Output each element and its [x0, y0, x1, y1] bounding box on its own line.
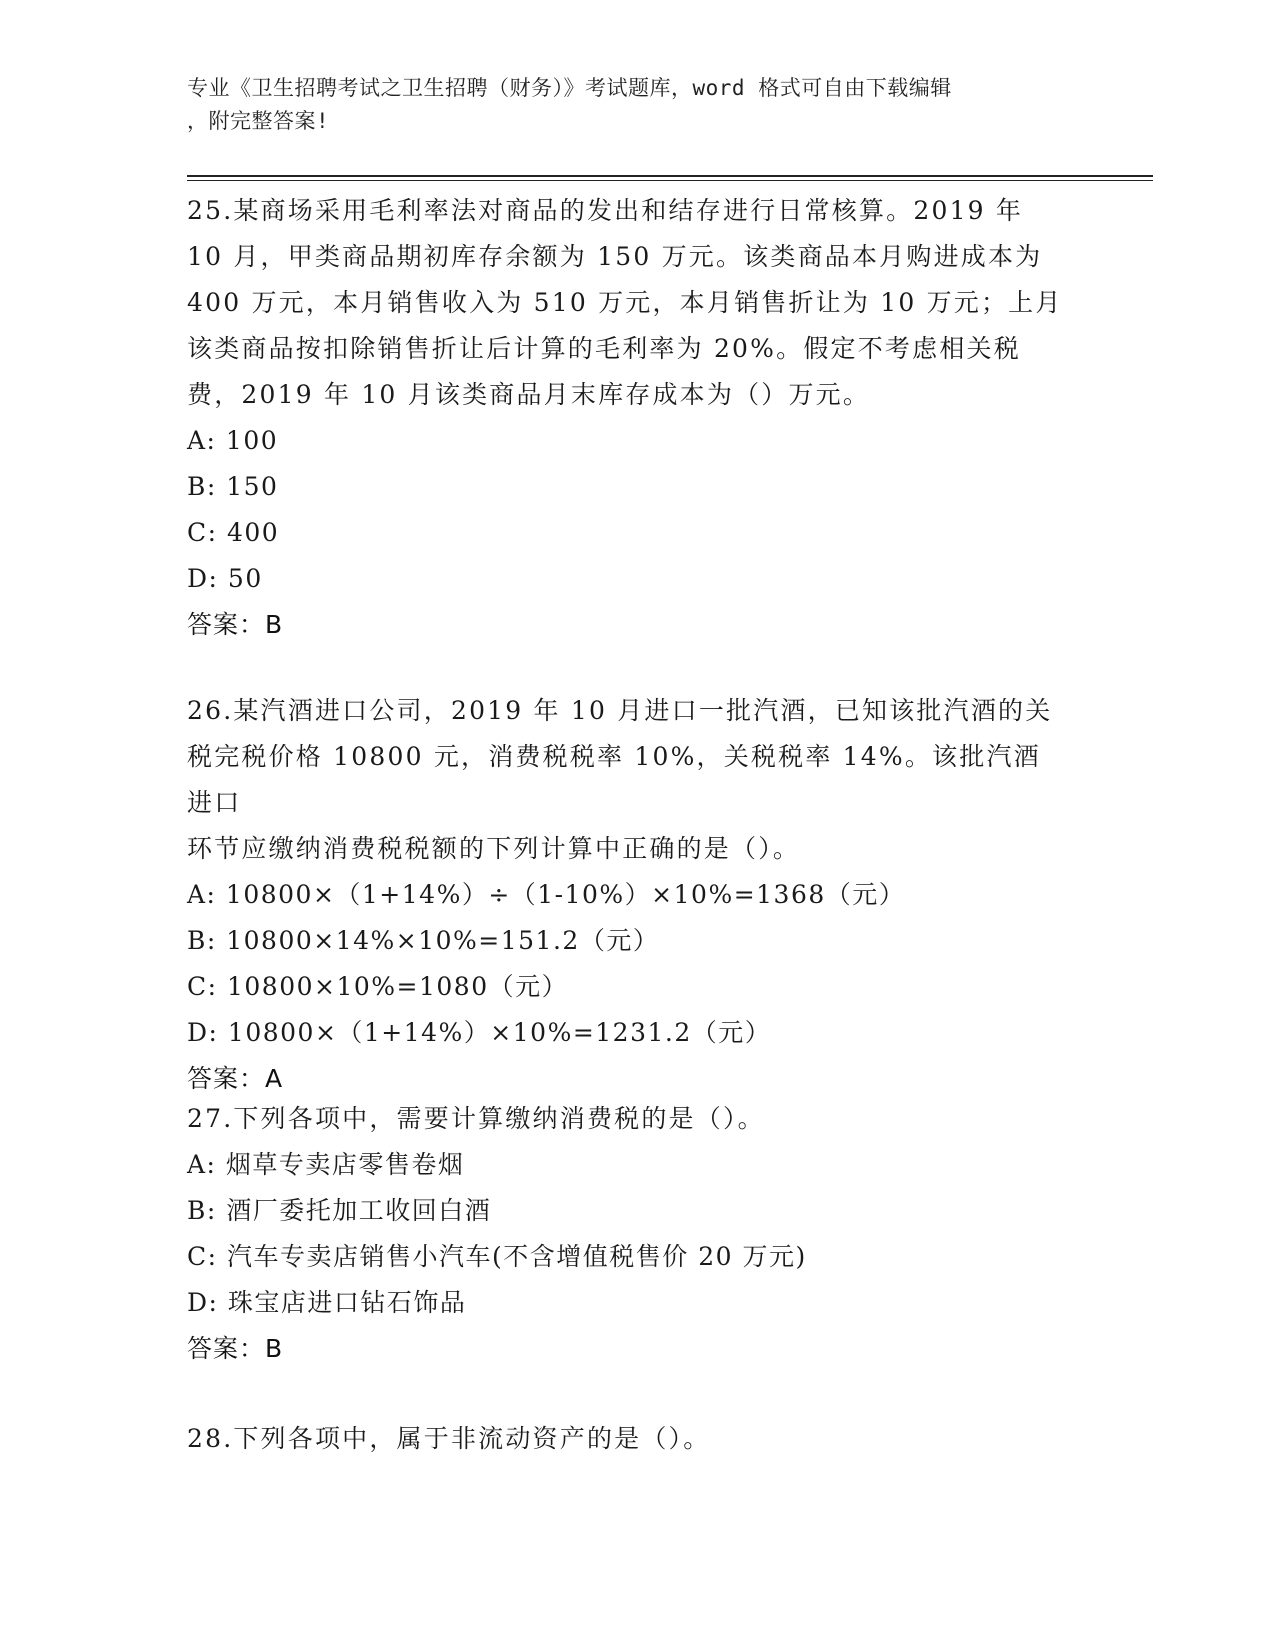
header-line-2: ，附完整答案!: [187, 109, 330, 133]
question-26-option-b: B: 10800×14%×10%=151.2（元）: [187, 926, 660, 955]
question-28-line-1: 28.下列各项中，属于非流动资产的是（）。: [187, 1424, 711, 1453]
question-26-answer: 答案：A: [187, 1064, 284, 1093]
question-25-line-5: 费，2019 年 10 月该类商品月末库存成本为（）万元。: [187, 380, 871, 409]
question-26-line-1: 26.某汽酒进口公司，2019 年 10 月进口一批汽酒，已知该批汽酒的关: [187, 696, 1053, 725]
question-26-line-3: 环节应缴纳消费税税额的下列计算中正确的是（）。: [187, 834, 801, 863]
question-25-option-a: A: 100: [187, 426, 279, 455]
question-26: [187, 688, 1067, 1102]
question-26-option-c: C: 10800×10%=1080（元）: [187, 972, 569, 1001]
header-divider-thin: [187, 180, 1153, 181]
document-header: [187, 72, 1067, 138]
question-25-line-1: 25.某商场采用毛利率法对商品的发出和结存进行日常核算。2019 年: [187, 196, 1024, 225]
question-25-line-3: 400 万元，本月销售收入为 510 万元，本月销售折让为 10 万元；上月: [187, 288, 1063, 317]
question-26-option-d: D: 10800×（1+14%）×10%=1231.2（元）: [187, 1018, 772, 1047]
question-25-line-4: 该类商品按扣除销售折让后计算的毛利率为 20%。假定不考虑相关税: [187, 334, 1021, 363]
question-27-answer: 答案：B: [187, 1334, 284, 1363]
question-26-line-2: 税完税价格 10800 元，消费税税率 10%，关税税率 14%。该批汽酒进口: [187, 742, 1041, 817]
question-27-option-c: C: 汽车专卖店销售小汽车(不含增值税售价 20 万元): [187, 1242, 807, 1271]
question-27-option-d: D: 珠宝店进口钻石饰品: [187, 1288, 467, 1317]
question-27-option-b: B: 酒厂委托加工收回白酒: [187, 1196, 492, 1225]
question-28: [187, 1416, 1067, 1462]
header-divider-thick: [187, 175, 1153, 177]
question-25-option-c: C: 400: [187, 518, 280, 547]
question-25-option-d: D: 50: [187, 564, 263, 593]
question-25: [187, 188, 1067, 648]
header-line-1: 专业《卫生招聘考试之卫生招聘（财务）》考试题库，word 格式可自由下载编辑: [187, 76, 952, 100]
question-25-line-2: 10 月，甲类商品期初库存余额为 150 万元。该类商品本月购进成本为: [187, 242, 1043, 271]
question-25-answer: 答案：B: [187, 610, 284, 639]
question-27: [187, 1096, 1067, 1372]
question-27-line-1: 27.下列各项中，需要计算缴纳消费税的是（）。: [187, 1104, 765, 1133]
question-26-option-a: A: 10800×（1+14%）÷（1-10%）×10%=1368（元）: [187, 880, 906, 909]
question-27-option-a: A: 烟草专卖店零售卷烟: [187, 1150, 465, 1179]
question-25-option-b: B: 150: [187, 472, 279, 501]
